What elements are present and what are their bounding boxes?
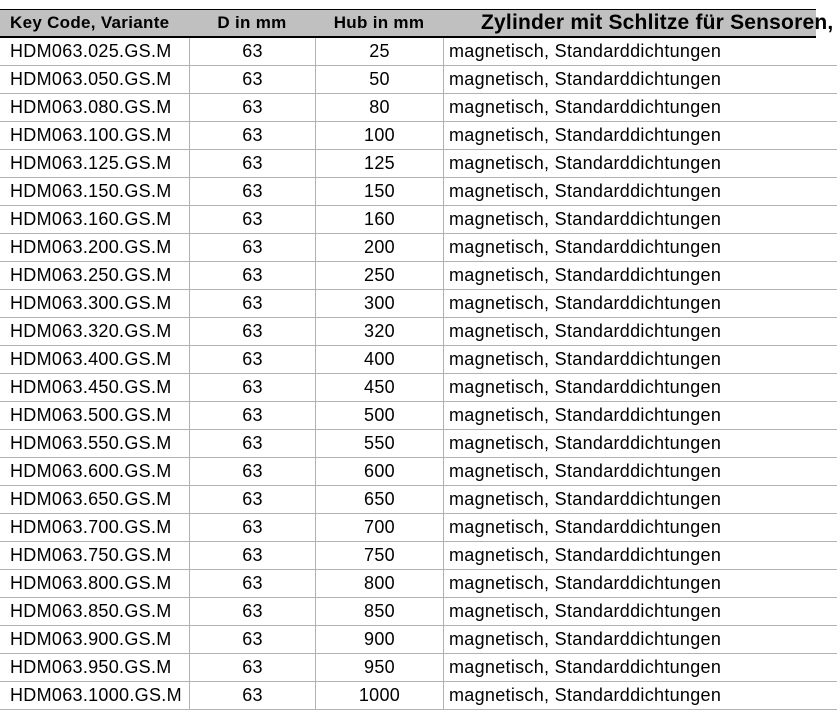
cell-d-mm: 63 [189,122,315,149]
cell-hub-mm: 750 [315,542,443,569]
table-row [0,458,837,486]
cell-d-mm: 63 [189,598,315,625]
cell-description: magnetisch, Standarddichtungen [443,290,837,317]
cell-description: magnetisch, Standarddichtungen [443,318,837,345]
cell-description: magnetisch, Standarddichtungen [443,346,837,373]
cell-description: magnetisch, Standarddichtungen [443,654,837,681]
table-row [0,682,837,710]
table-row [0,626,837,654]
cell-description: magnetisch, Standarddichtungen [443,234,837,261]
cell-hub-mm: 80 [315,94,443,121]
cell-d-mm: 63 [189,654,315,681]
table-row [0,654,837,682]
cell-key-code: HDM063.025.GS.M [10,41,172,61]
cell-key-code: HDM063.050.GS.M [10,69,172,89]
cell-d-mm: 63 [189,486,315,513]
cell-hub-mm: 400 [315,346,443,373]
table-row [0,262,837,290]
cell-description: magnetisch, Standarddichtungen [443,374,837,401]
cell-hub-mm: 550 [315,430,443,457]
cell-hub-mm: 100 [315,122,443,149]
table-row [0,570,837,598]
cell-description: magnetisch, Standarddichtungen [443,66,837,93]
cell-key-code: HDM063.160.GS.M [10,209,172,229]
cell-description: magnetisch, Standarddichtungen [443,542,837,569]
table-body [0,38,837,710]
cell-description: magnetisch, Standarddichtungen [443,682,837,709]
column-header-d-mm: D in mm [217,13,287,32]
table-row [0,150,837,178]
cell-hub-mm: 600 [315,458,443,485]
cell-key-code: HDM063.950.GS.M [10,657,172,677]
cell-d-mm: 63 [189,374,315,401]
table-row [0,486,837,514]
cell-key-code: HDM063.750.GS.M [10,545,172,565]
cell-hub-mm: 650 [315,486,443,513]
cell-hub-mm: 900 [315,626,443,653]
cell-key-code: HDM063.100.GS.M [10,125,172,145]
cell-key-code: HDM063.320.GS.M [10,321,172,341]
cell-description: magnetisch, Standarddichtungen [443,262,837,289]
cell-key-code: HDM063.450.GS.M [10,377,172,397]
table-row [0,206,837,234]
cell-description: magnetisch, Standarddichtungen [443,38,837,65]
cell-d-mm: 63 [189,150,315,177]
cell-d-mm: 63 [189,570,315,597]
cell-key-code: HDM063.125.GS.M [10,153,172,173]
cell-key-code: HDM063.500.GS.M [10,405,172,425]
cell-description: magnetisch, Standarddichtungen [443,514,837,541]
cell-d-mm: 63 [189,38,315,65]
cell-d-mm: 63 [189,542,315,569]
table-header-row [0,9,834,38]
column-header-description: Zylinder mit Schlitze für Sensoren, [481,11,834,34]
table-row [0,514,837,542]
cell-hub-mm: 50 [315,66,443,93]
table-row [0,290,837,318]
cell-description: magnetisch, Standarddichtungen [443,570,837,597]
cell-hub-mm: 450 [315,374,443,401]
table-row [0,542,837,570]
table-row [0,318,837,346]
column-header-hub-mm: Hub in mm [333,13,425,32]
cell-d-mm: 63 [189,402,315,429]
cell-key-code: HDM063.080.GS.M [10,97,172,117]
cell-key-code: HDM063.700.GS.M [10,517,172,537]
cell-hub-mm: 125 [315,150,443,177]
cell-key-code: HDM063.300.GS.M [10,293,172,313]
cell-d-mm: 63 [189,458,315,485]
table-row [0,178,837,206]
column-header-key-code: Key Code, Variante [10,13,170,32]
table-row [0,402,837,430]
table-row [0,94,837,122]
cell-hub-mm: 150 [315,178,443,205]
table-row [0,430,837,458]
cell-key-code: HDM063.250.GS.M [10,265,172,285]
table-row [0,66,837,94]
cell-d-mm: 63 [189,318,315,345]
cell-key-code: HDM063.800.GS.M [10,573,172,593]
cell-hub-mm: 300 [315,290,443,317]
cell-d-mm: 63 [189,290,315,317]
cell-description: magnetisch, Standarddichtungen [443,206,837,233]
table-row [0,234,837,262]
cell-description: magnetisch, Standarddichtungen [443,430,837,457]
cell-hub-mm: 250 [315,262,443,289]
cell-key-code: HDM063.1000.GS.M [10,685,182,705]
cell-description: magnetisch, Standarddichtungen [443,486,837,513]
cell-description: magnetisch, Standarddichtungen [443,598,837,625]
cell-hub-mm: 850 [315,598,443,625]
cell-hub-mm: 320 [315,318,443,345]
cell-d-mm: 63 [189,430,315,457]
cell-hub-mm: 950 [315,654,443,681]
cell-key-code: HDM063.850.GS.M [10,601,172,621]
cell-key-code: HDM063.650.GS.M [10,489,172,509]
cell-d-mm: 63 [189,206,315,233]
table-row [0,598,837,626]
table-row [0,346,837,374]
cell-hub-mm: 500 [315,402,443,429]
cell-key-code: HDM063.150.GS.M [10,181,172,201]
cell-description: magnetisch, Standarddichtungen [443,122,837,149]
cell-description: magnetisch, Standarddichtungen [443,150,837,177]
table-row [0,122,837,150]
cell-key-code: HDM063.600.GS.M [10,461,172,481]
cell-description: magnetisch, Standarddichtungen [443,94,837,121]
cell-key-code: HDM063.550.GS.M [10,433,172,453]
table-row [0,374,837,402]
cell-d-mm: 63 [189,682,315,709]
cell-description: magnetisch, Standarddichtungen [443,626,837,653]
cell-hub-mm: 700 [315,514,443,541]
cell-d-mm: 63 [189,626,315,653]
cell-hub-mm: 25 [315,38,443,65]
cell-d-mm: 63 [189,94,315,121]
cell-key-code: HDM063.400.GS.M [10,349,172,369]
table-row [0,38,837,66]
cell-d-mm: 63 [189,514,315,541]
cell-description: magnetisch, Standarddichtungen [443,402,837,429]
cell-hub-mm: 160 [315,206,443,233]
cell-hub-mm: 200 [315,234,443,261]
cell-description: magnetisch, Standarddichtungen [443,178,837,205]
cell-d-mm: 63 [189,346,315,373]
cell-d-mm: 63 [189,234,315,261]
cell-key-code: HDM063.200.GS.M [10,237,172,257]
cell-hub-mm: 1000 [315,682,443,709]
cell-key-code: HDM063.900.GS.M [10,629,172,649]
cell-d-mm: 63 [189,178,315,205]
cell-hub-mm: 800 [315,570,443,597]
cell-d-mm: 63 [189,66,315,93]
cell-description: magnetisch, Standarddichtungen [443,458,837,485]
cell-d-mm: 63 [189,262,315,289]
